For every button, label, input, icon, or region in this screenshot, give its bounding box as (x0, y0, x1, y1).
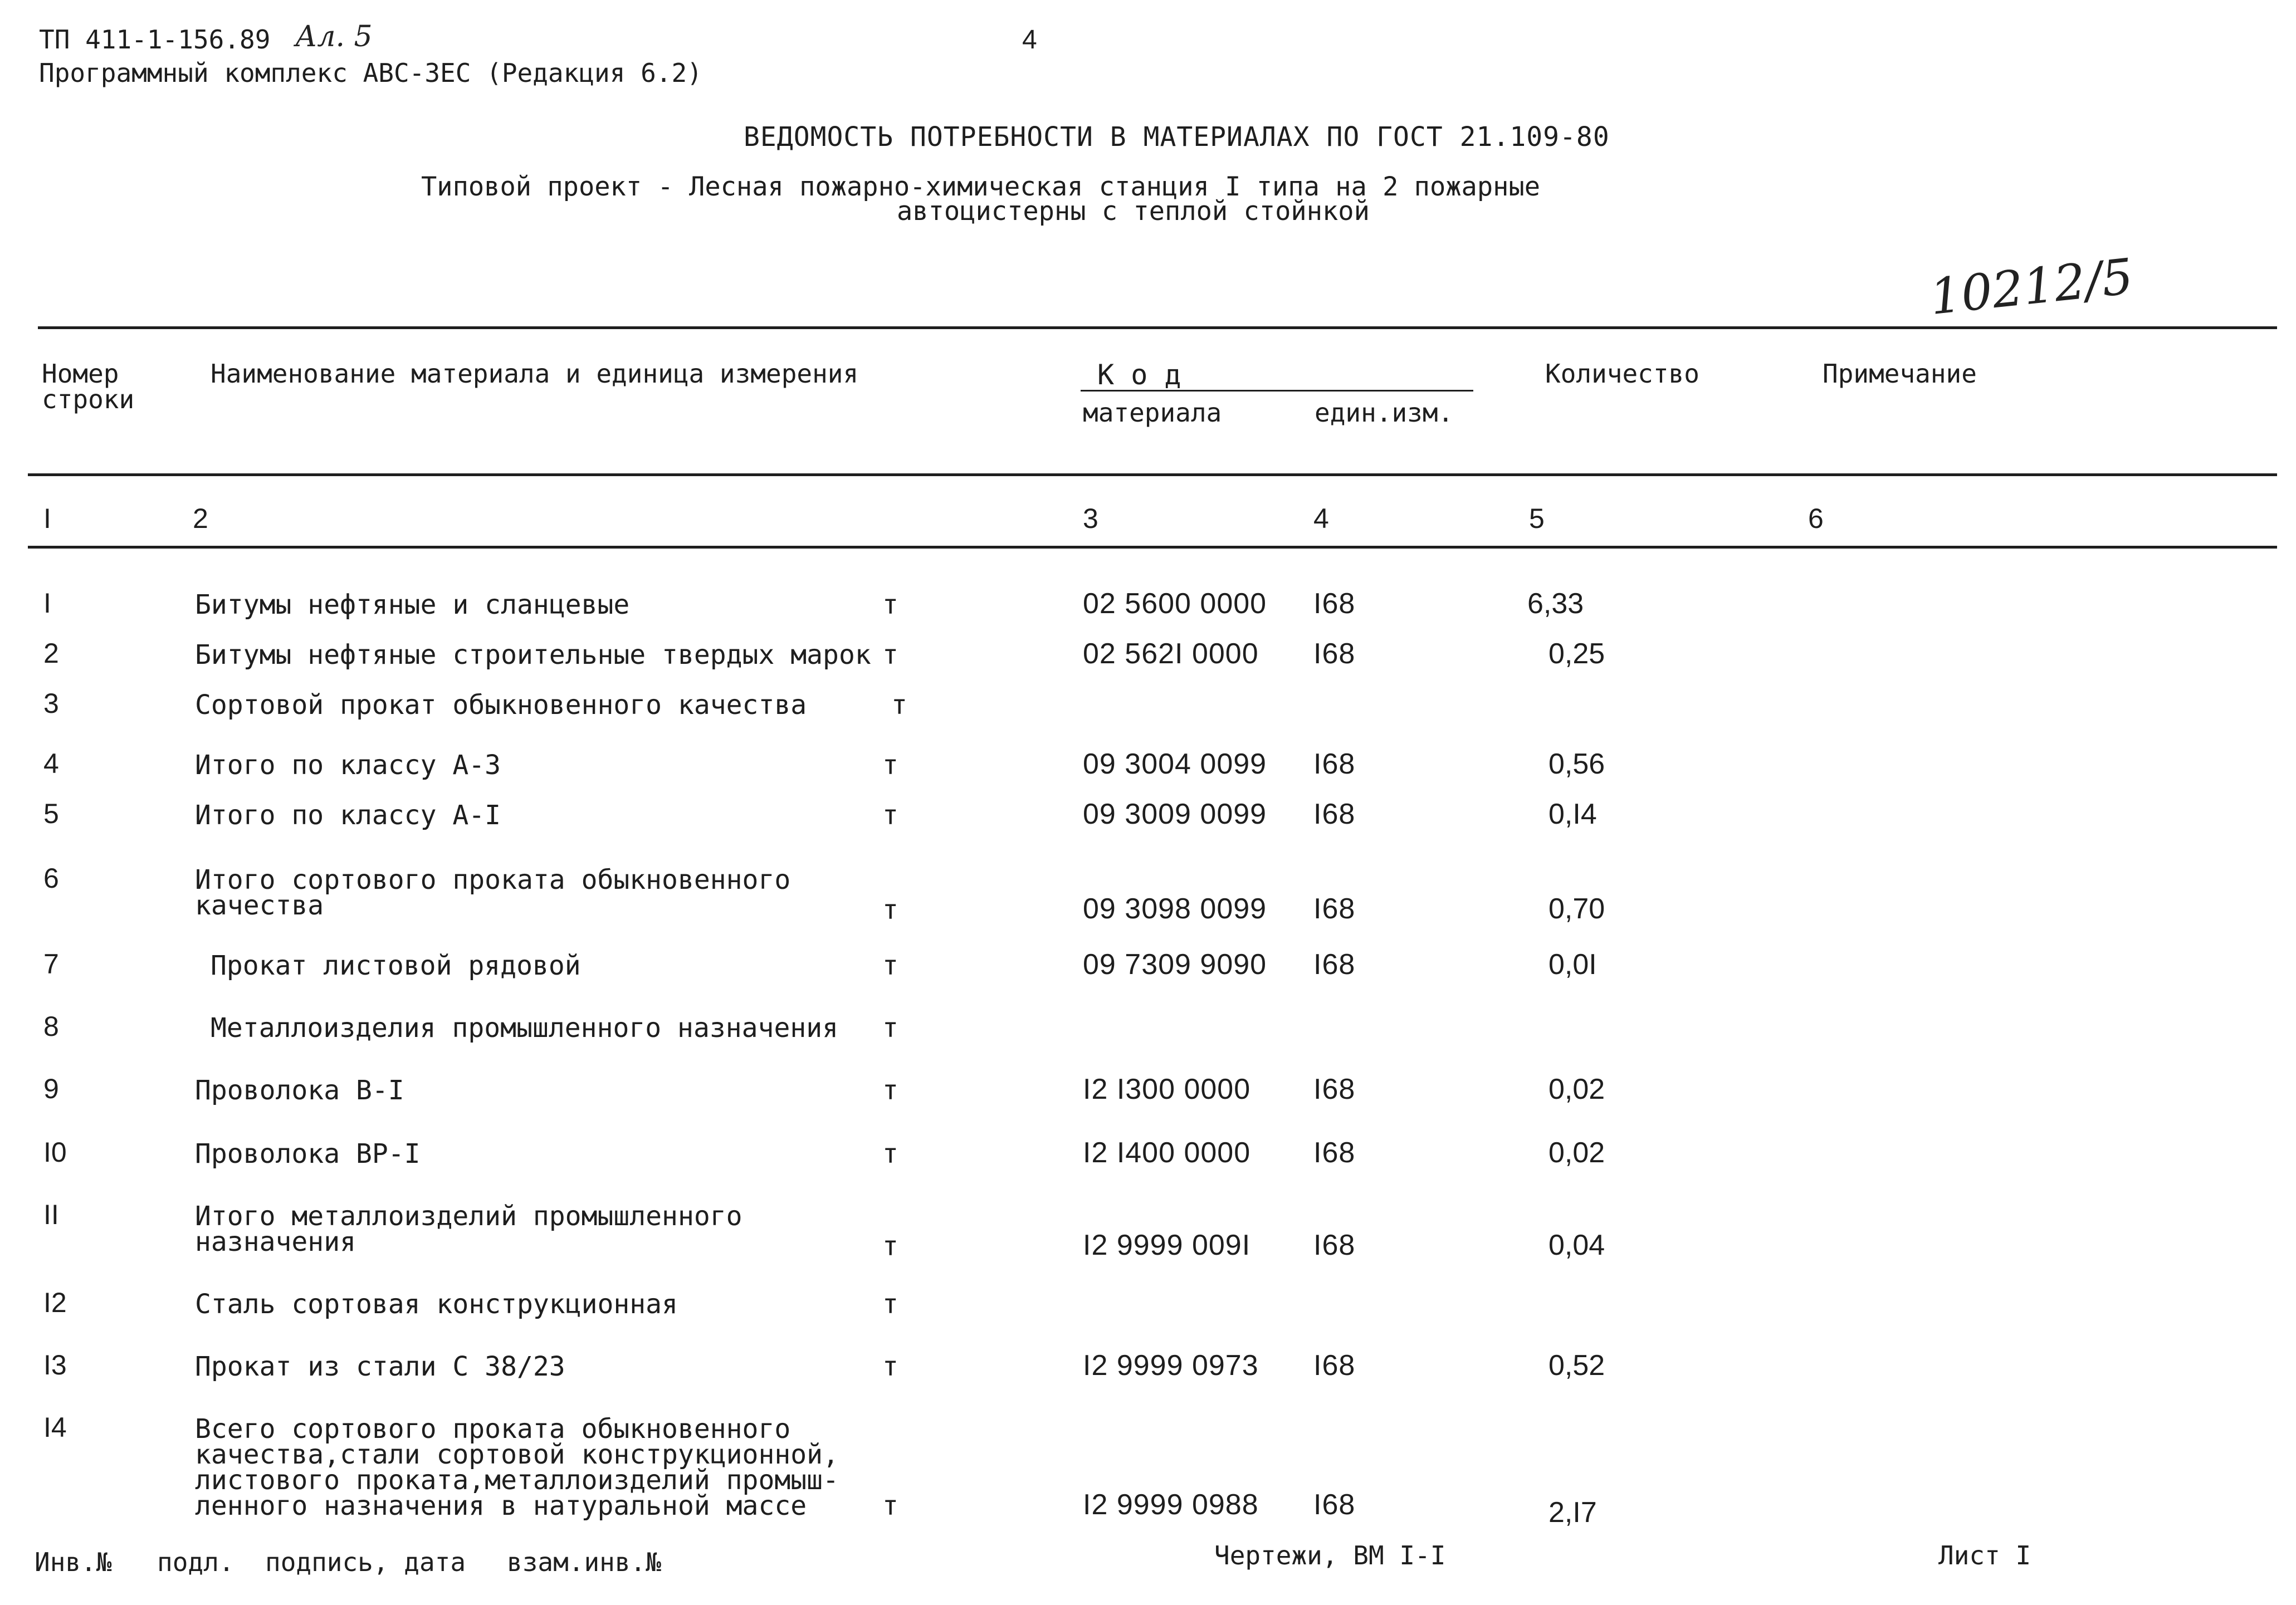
material-name: Итого металлоизделий промышленного (195, 1201, 742, 1232)
material-name: Итого по классу А-3 (195, 750, 501, 781)
footer-replacement-inventory: взам.инв.№ (507, 1547, 661, 1577)
unit-of-measure: т (882, 950, 898, 981)
material-name: Сталь сортовая конструкционная (195, 1289, 678, 1320)
material-name: качества,стали сортовой конструкционной, (195, 1439, 839, 1470)
row-number: 9 (43, 1073, 59, 1104)
material-name: назначения (195, 1226, 356, 1257)
column-index-2: 2 (193, 503, 208, 534)
material-name: Всего сортового проката обыкновенного (195, 1413, 791, 1445)
column-index-1: I (43, 503, 51, 534)
material-name: листового проката,металлоизделий промыш- (195, 1465, 839, 1496)
unit-of-measure: т (882, 639, 898, 671)
row-number: 7 (43, 948, 59, 980)
material-name: Битумы нефтяные и сланцевые (195, 589, 630, 620)
project-line-1: Типовой проект - Лесная пожарно-химическая станция I типа на 2 пожарные (421, 172, 1541, 202)
material-name: Итого сортового проката обыкновенного (195, 864, 791, 896)
row-number: I (43, 588, 51, 619)
material-code: I2 9999 009I (1083, 1229, 1251, 1261)
footer-signature-date: подпись, дата (265, 1547, 466, 1577)
material-code: I2 I300 0000 (1083, 1073, 1251, 1105)
row-number: 3 (43, 688, 59, 719)
unit-of-measure: т (882, 1012, 898, 1044)
document-title: ВЕДОМОСТЬ ПОТРЕБНОСТИ В МАТЕРИАЛАХ ПО ГОСТ 21.109-80 (744, 121, 1610, 153)
material-code: I2 9999 0988 (1083, 1489, 1259, 1521)
material-code: I2 I400 0000 (1083, 1137, 1251, 1169)
material-code: 09 3098 0099 (1083, 893, 1267, 925)
material-code: 02 562I 0000 (1083, 638, 1259, 670)
unit-code: I68 (1313, 1489, 1356, 1521)
unit-of-measure: т (882, 800, 898, 831)
quantity-value: 2,I7 (1548, 1496, 1597, 1529)
quantity-value: 6,33 (1527, 588, 1584, 620)
footer-original: подл. (157, 1547, 235, 1577)
page-number: 4 (1022, 25, 1037, 55)
material-code: I2 9999 0973 (1083, 1349, 1259, 1382)
unit-code: I68 (1313, 1349, 1356, 1382)
unit-code: I68 (1313, 638, 1356, 670)
footer-sheet: Лист I (1938, 1540, 2031, 1570)
column-index-4: 4 (1313, 503, 1329, 534)
quantity-value: 0,70 (1548, 893, 1605, 925)
unit-of-measure: т (882, 1490, 898, 1521)
column-code-unit: един.изм. (1315, 398, 1454, 428)
row-number: II (43, 1199, 59, 1230)
row-number: I0 (43, 1137, 67, 1168)
row-number: 5 (43, 798, 59, 829)
unit-code: I68 (1313, 798, 1356, 830)
material-name: Металлоизделия промышленного назначения (211, 1012, 839, 1044)
material-name: качества (195, 890, 324, 921)
unit-of-measure: т (882, 1075, 898, 1106)
album-mark: Ал. 5 (295, 20, 373, 53)
column-name: Наименование материала и единица измерения (211, 359, 859, 389)
quantity-value: 0,52 (1548, 1349, 1605, 1382)
unit-code: I68 (1313, 1229, 1356, 1261)
handwritten-number: 10212/5 (1927, 247, 2136, 326)
quantity-value: 0,02 (1548, 1073, 1605, 1105)
row-number: I3 (43, 1349, 67, 1381)
row-number: 2 (43, 638, 59, 669)
unit-code: I68 (1313, 948, 1356, 981)
material-name: Проволока В-I (195, 1075, 404, 1106)
column-index-6: 6 (1808, 503, 1824, 534)
material-name: Проволока ВР-I (195, 1138, 421, 1170)
quantity-value: 0,25 (1548, 638, 1605, 670)
quantity-value: 0,02 (1548, 1137, 1605, 1169)
unit-of-measure: т (882, 1351, 898, 1382)
row-number: I2 (43, 1287, 67, 1318)
quantity-value: 0,04 (1548, 1229, 1605, 1261)
unit-of-measure: т (882, 1289, 898, 1320)
footer-inventory-number: Инв.№ (35, 1547, 112, 1577)
material-code: 09 3009 0099 (1083, 798, 1267, 830)
row-number: 8 (43, 1011, 59, 1042)
row-number: 4 (43, 748, 59, 779)
column-row-number-line1: Номер (42, 359, 119, 389)
material-name: ленного назначения в натуральной массе (195, 1490, 807, 1521)
column-quantity: Количество (1545, 359, 1699, 389)
header-bottom-rule (28, 473, 2277, 476)
column-note: Примечание (1823, 359, 1977, 389)
unit-code: I68 (1313, 1137, 1356, 1169)
unit-code: I68 (1313, 1073, 1356, 1105)
column-row-number-line2: строки (42, 384, 135, 414)
unit-of-measure: т (891, 689, 907, 721)
unit-of-measure: т (882, 1231, 898, 1262)
unit-code: I68 (1313, 748, 1356, 780)
unit-of-measure: т (882, 1138, 898, 1170)
material-name: Сортовой прокат обыкновенного качества (195, 689, 807, 721)
material-code: 09 3004 0099 (1083, 748, 1267, 780)
material-name: Прокат листовой рядовой (211, 950, 581, 981)
row-number: I4 (43, 1412, 67, 1443)
footer-drawings-ref: Чертежи, ВМ I-I (1214, 1540, 1446, 1570)
project-line-2: автоцистерны с теплой стойнкой (897, 196, 1370, 227)
program-name: Программный комплекс АВС-3ЕС (Редакция 6.2) (39, 58, 702, 88)
index-bottom-rule (28, 546, 2277, 549)
column-index-3: 3 (1083, 503, 1098, 534)
unit-code: I68 (1313, 893, 1356, 925)
quantity-value: 0,I4 (1548, 798, 1597, 830)
unit-of-measure: т (882, 589, 898, 620)
row-number: 6 (43, 863, 59, 894)
material-code: 02 5600 0000 (1083, 588, 1267, 620)
material-name: Битумы нефтяные строительные твердых марок (195, 639, 871, 671)
material-name: Итого по классу А-I (195, 800, 501, 831)
quantity-value: 0,56 (1548, 748, 1605, 780)
table-top-rule (38, 326, 2277, 329)
material-name: Прокат из стали С 38/23 (195, 1351, 565, 1382)
document-code: ТП 411-1-156.89 (39, 25, 271, 55)
material-code: 09 7309 9090 (1083, 948, 1267, 981)
column-code-material: материала (1083, 398, 1222, 428)
unit-code: I68 (1313, 588, 1356, 620)
unit-of-measure: т (882, 894, 898, 926)
unit-of-measure: т (882, 750, 898, 781)
column-index-5: 5 (1529, 503, 1545, 534)
column-code-group: К о д (1097, 359, 1181, 391)
quantity-value: 0,0I (1548, 948, 1597, 981)
